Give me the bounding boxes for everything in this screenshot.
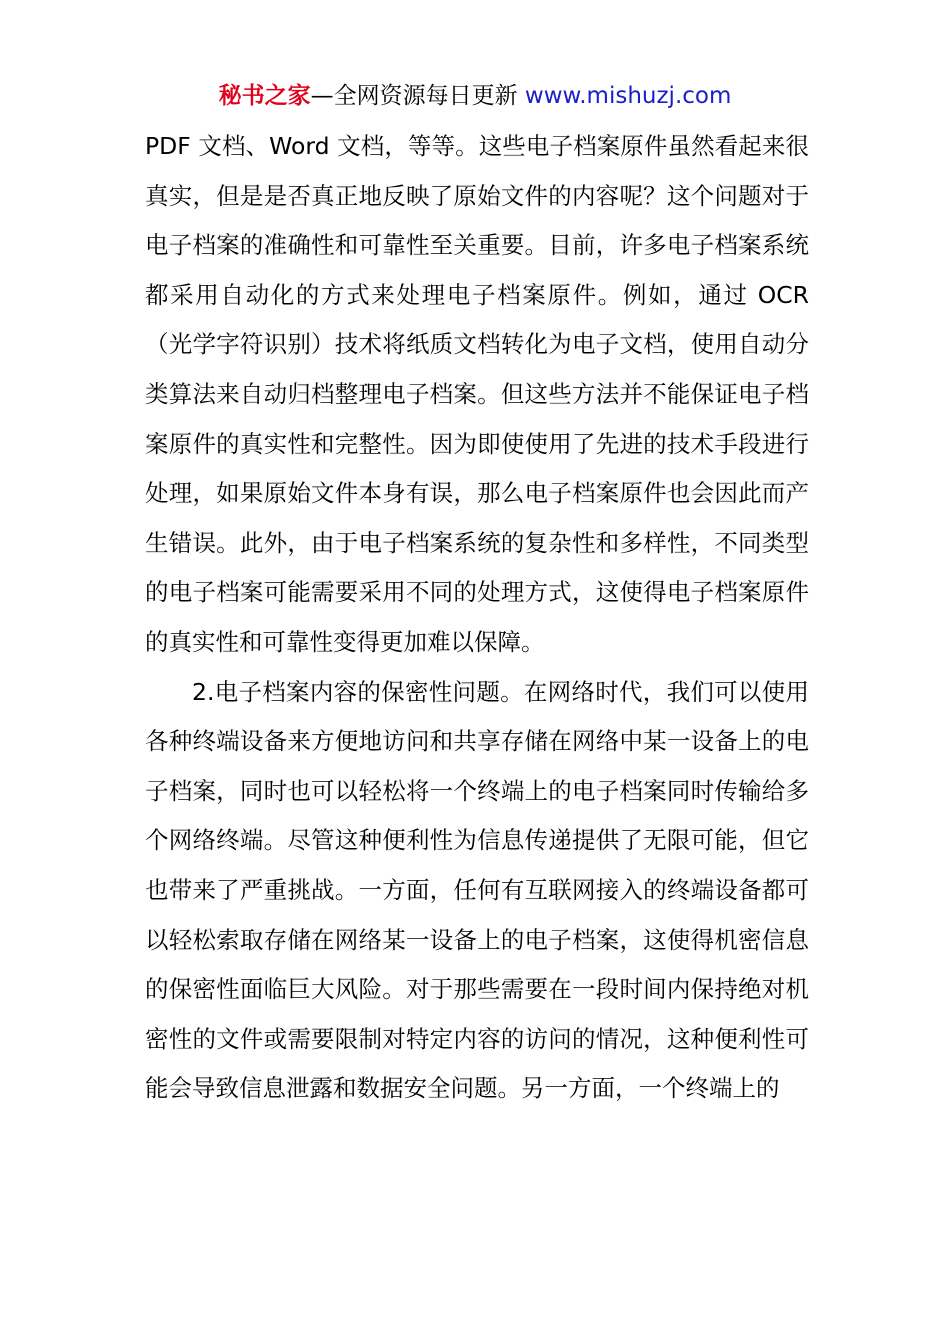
brand-name: 秘书之家 [218,83,311,109]
paragraph-continued: PDF 文档、Word 文档，等等。这些电子档案原件虽然看起来很真实，但是是否真正地反映了原始文件的内容呢？这个问题对于电子档案的准确性和可靠性至关重要。目前，许多电子档案系统都采用自动化的方式来处理电子档案原件。例如，通过 OCR（光学字符识别）技术将纸质文档转化为电子文档，使用自动分类算法来自动归档整理电子档案。但这些方法并不能保证电子档案原件的真实性和完整性。因为即使使用了先进的技术手段进行处理，如果原始文件本身有误，那么电子档案原件也会因此而产生错误。此外，由于电子档案系统的复杂性和多样性，不同类型的电子档案可能需要采用不同的处理方式，这使得电子档案原件的真实性和可靠性变得更加难以保障。 [145,132,809,656]
site-url-link[interactable]: www.mishuzj.com [524,83,732,109]
paragraph-confidentiality: 2.电子档案内容的保密性问题。在网络时代，我们可以使用各种终端设备来方便地访问和共享存储在网络中某一设备上的电子档案，同时也可以轻松将一个终端上的电子档案同时传输给多个网络终端。尽管这种便利性为信息传递提供了无限可能，但它也带来了严重挑战。一方面，任何有互联网接入的终端设备都可以轻松索取存储在网络某一设备上的电子档案，这使得机密信息的保密性面临巨大风险。对于那些需要在一段时间内保持绝对机密性的文件或需要限制对特定内容的访问的情况，这种便利性可能会导致信息泄露和数据安全问题。另一方面，一个终端上的 [145,677,809,1103]
page-header [0,80,950,112]
document-body [145,122,809,1114]
header-tagline: —全网资源每日更新 [310,83,525,109]
